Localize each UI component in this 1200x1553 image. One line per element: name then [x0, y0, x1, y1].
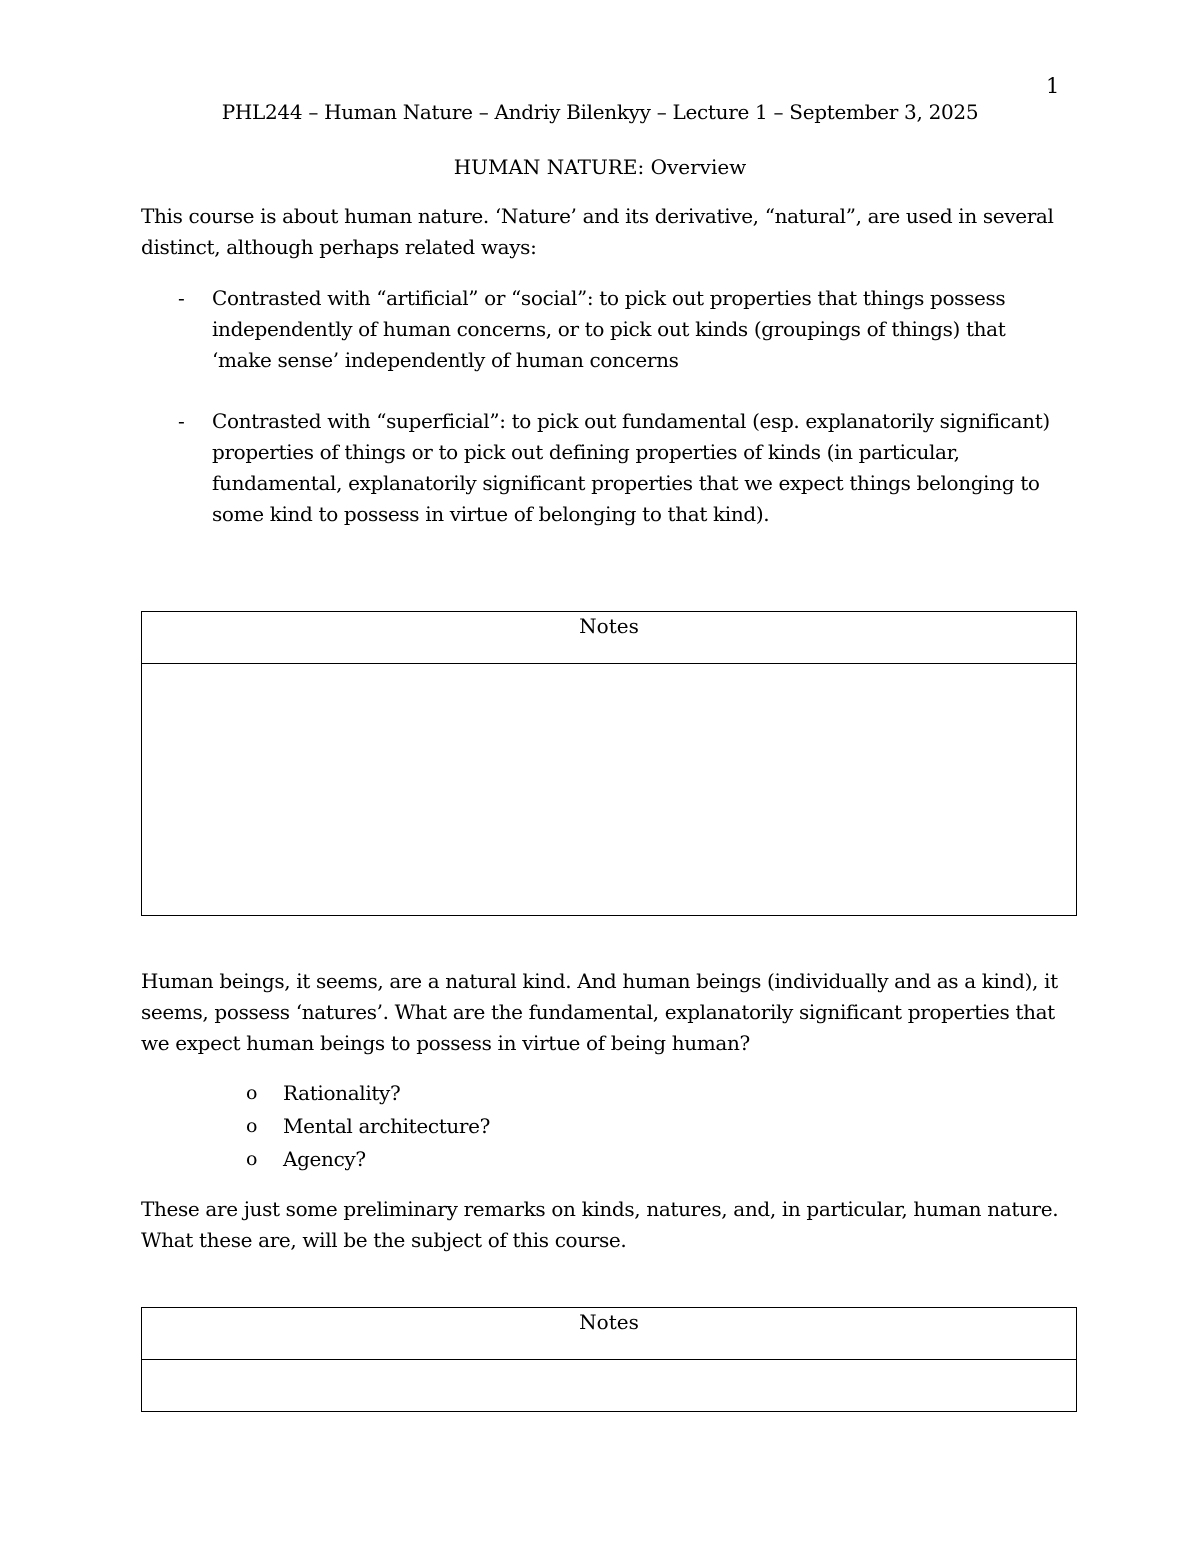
bullet-marker: o [246, 1082, 258, 1104]
notes-area[interactable] [142, 664, 1076, 915]
notes-area[interactable] [142, 1360, 1076, 1411]
page-number: 1 [1046, 74, 1060, 98]
list-item [246, 1110, 490, 1143]
list-item [141, 406, 1061, 530]
list-item [141, 283, 1061, 376]
notes-box [141, 1307, 1077, 1412]
list-item-text: Contrasted with “artificial” or “social”: to pick out properties that things possess independently of human concerns, or to pick out kinds (groupings of things) that ‘make sense’ independently of human concerns [212, 286, 1006, 372]
notes-box [141, 611, 1077, 916]
bullet-marker: o [246, 1148, 258, 1170]
list-item-text: Mental architecture? [283, 1114, 490, 1138]
list-item [246, 1077, 490, 1110]
notes-header: Notes [142, 1308, 1076, 1360]
document-header: PHL244 – Human Nature – Andriy Bilenkyy – Lecture 1 – September 3, 2025 [221, 100, 979, 124]
intro-paragraph: This course is about human nature. ‘Nature’ and its derivative, “natural”, are used in several distinct, although perhaps related ways: [141, 204, 1054, 259]
bullet-marker: o [246, 1115, 258, 1137]
list-item-text: Agency? [283, 1147, 366, 1171]
list-item-text: Rationality? [283, 1081, 401, 1105]
page-title: HUMAN NATURE: Overview [453, 155, 747, 179]
list-item [246, 1143, 490, 1176]
notes-header: Notes [142, 612, 1076, 664]
closing-paragraph: These are just some preliminary remarks on kinds, natures, and, in particular, human nature. What these are, will be the subject of this course. [141, 1197, 1059, 1252]
question-list [246, 1077, 490, 1176]
human-nature-paragraph: Human beings, it seems, are a natural kind. And human beings (individually and as a kind), it seems, possess ‘natures’. What are the fundamental, explanatorily significant properties that we expect human beings to possess in virtue of being human? [141, 969, 1058, 1055]
dash-marker: - [178, 409, 185, 433]
list-item-text: Contrasted with “superficial”: to pick out fundamental (esp. explanatorily significant) properties of things or to pick out defining properties of kinds (in particular, fundamental, explanatorily significant properties that we expect things belonging to some kind to possess in virtue of belonging to that kind). [212, 409, 1050, 526]
dash-marker: - [178, 286, 185, 310]
